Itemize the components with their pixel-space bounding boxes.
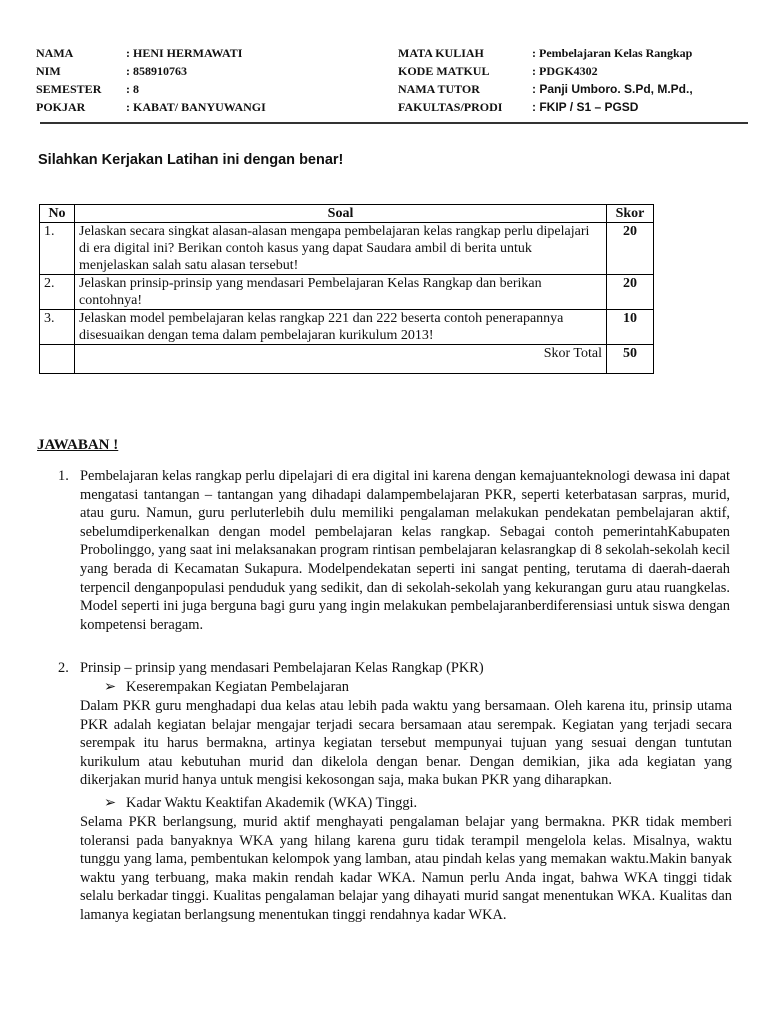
row-score: 10: [607, 310, 654, 345]
label-kode-matkul: KODE MATKUL: [398, 64, 490, 78]
label-fakultas-prodi: FAKULTAS/PRODI: [398, 100, 503, 114]
header-divider: [40, 122, 748, 124]
label-pokjar: POKJAR: [36, 100, 86, 114]
header-soal: Soal: [75, 205, 607, 223]
answer-1-number: 1.: [58, 468, 69, 484]
row-number: 2.: [40, 275, 75, 310]
answer-2-point-1: [104, 678, 349, 697]
table-header-row: [40, 205, 654, 223]
row-score: 20: [607, 275, 654, 310]
row-number: 3.: [40, 310, 75, 345]
answer-2-point-2: [104, 794, 417, 813]
row-score: 20: [607, 223, 654, 275]
value-fakultas-prodi: : FKIP / S1 – PGSD: [532, 100, 639, 114]
value-nim: : 858910763: [126, 64, 187, 78]
table-row: [40, 223, 654, 275]
point-2-title: Kadar Waktu Keaktifan Akademik (WKA) Tinggi.: [126, 795, 418, 811]
answers-heading: JAWABAN !: [37, 437, 119, 453]
answer-2-point-2-text: Selama PKR berlangsung, murid aktif menghayati pengalaman belajar yang bermakna. PKR tidak memberi toleransi pada banyaknya WKA yang hilang karena guru tidak terampil mengelola kelas. Misalnya, waktu tunggu yang lama, pembentukan kelompok yang lamban, atau pindah kelas yang memakan waktu.Makin banyak waktu yang terbuang, maka makin rendah kadar WKA. Namun perlu Anda ingat, bahwa WKA tinggi tidak selalu berkadar tinggi. Kualitas pengalaman belajar yang dihayati murid sangat menentukan WKA. Kualitas dan lamanya kegiatan berlangsung menentukan tinggi rendahnya kadar WKA.: [80, 814, 732, 923]
row-question: Jelaskan secara singkat alasan-alasan mengapa pembelajaran kelas rangkap perlu dipelajari di era digital ini? Berikan contoh kasus yang dapat Saudara ambil di berita untuk menjelaskan salah satu alasan tersebut!: [75, 223, 607, 275]
arrow-bullet-icon: ➢: [104, 679, 117, 695]
label-nama-tutor: NAMA TUTOR: [398, 82, 480, 96]
table-row: [40, 310, 654, 345]
value-kode-matkul: : PDGK4302: [532, 64, 598, 78]
label-mata-kuliah: MATA KULIAH: [398, 46, 484, 60]
value-pokjar: : KABAT/ BANYUWANGI: [126, 100, 266, 114]
total-empty-cell: [40, 345, 75, 374]
answer-2-intro: Prinsip – prinsip yang mendasari Pembelajaran Kelas Rangkap (PKR): [80, 660, 484, 676]
value-nama: : HENI HERMAWATI: [126, 46, 243, 60]
label-semester: SEMESTER: [36, 82, 102, 96]
total-value: 50: [607, 345, 654, 374]
instruction-text: Silahkan Kerjakan Latihan ini dengan benar!: [38, 152, 344, 168]
row-question: Jelaskan model pembelajaran kelas rangkap 221 dan 222 beserta contoh penerapannya disesuaikan dengan tema dalam pembelajaran kurikulum 2013!: [75, 310, 607, 345]
value-semester: : 8: [126, 82, 139, 96]
table-total-row: [40, 345, 654, 374]
arrow-bullet-icon: ➢: [104, 795, 117, 811]
answer-2-number: 2.: [58, 660, 69, 676]
answer-2-point-1-text: Dalam PKR guru menghadapi dua kelas atau lebih pada waktu yang bersamaan. Oleh karena itu, prinsip utama PKR adalah kegiatan belajar mengajar terjadi secara bersamaan atau serempak. Kegiatan yang terjadi secara serempak itu harus bermakna, artinya kegiatan tersebut mempunyai tujuan yang sesuai dengan tuntutan kurikulum atau kebutuhan murid dan dikelola dengan benar. Dengan demikian, jika ada kegiatan yang dikerjakan murid hanya untuk mengisi kekosongan saja, maka bukan PKR yang diharapkan.: [80, 698, 732, 789]
total-label: Skor Total: [75, 345, 607, 374]
row-question: Jelaskan prinsip-prinsip yang mendasari Pembelajaran Kelas Rangkap dan berikan contohnya!: [75, 275, 607, 310]
header-no: No: [40, 205, 75, 223]
label-nim: NIM: [36, 64, 61, 78]
value-mata-kuliah: : Pembelajaran Kelas Rangkap: [532, 46, 693, 60]
answer-1-text: Pembelajaran kelas rangkap perlu dipelajari di era digital ini karena dengan kemajuanteknologi dewasa ini dapat mengatasi tantangan – tantangan yang dihadapi dalampembelajaran PKR, seperti keterbatasan sarpras, murid, atau guru. Namun, guru perluterlebih dulu memiliki pengalaman melakukan pendekatan pembelajaran aktif, sebelumdiperkenalkan dengan model pembelajaran kelas rangkap. Sebagai contoh pemerintahKabupaten Probolinggo, yang saat ini melaksanakan program rintisan pembelajaran kelasrangkap di 8 sekolah-sekolah kecil yang berada di Kecamatan Sukapura. Modelpendekatan seperti ini sangat penting, terutama di daerah-daerah terpencil denganpopulasi penduduk yang sedikit, dan di sekolah-sekolah yang kekurangan guru atau ruangkelas. Model seperti ini juga berguna bagi guru yang ingin melakukan pembelajaranberdiferensiasi untuk siswa dengan kompetensi beragam.: [80, 468, 730, 633]
header-skor: Skor: [607, 205, 654, 223]
table-row: [40, 275, 654, 310]
label-nama: NAMA: [36, 46, 74, 60]
row-number: 1.: [40, 223, 75, 275]
point-1-title: Keserempakan Kegiatan Pembelajaran: [126, 679, 349, 695]
value-nama-tutor: : Panji Umboro. S.Pd, M.Pd.,: [532, 82, 693, 96]
question-table: [39, 204, 654, 374]
